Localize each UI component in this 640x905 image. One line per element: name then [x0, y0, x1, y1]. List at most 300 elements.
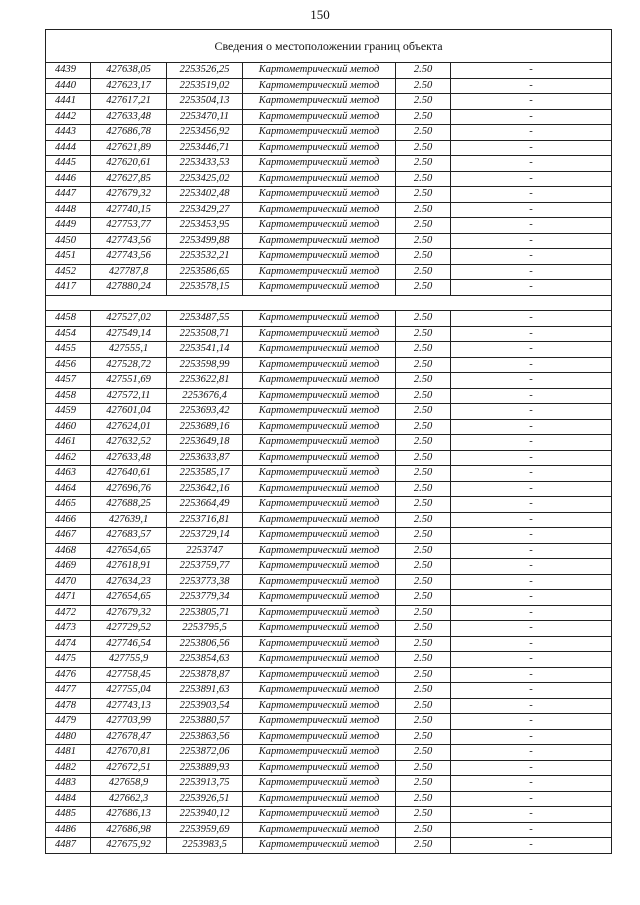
point-number: 4470 — [46, 574, 91, 590]
point-number: 4440 — [46, 78, 91, 94]
method-cell: Картометрический метод — [243, 698, 396, 714]
precision-cell: 2.50 — [396, 373, 451, 389]
precision-cell: 2.50 — [396, 419, 451, 435]
coordinate-y: 2253806,56 — [167, 636, 243, 652]
note-cell: - — [451, 125, 612, 141]
table-row — [46, 435, 612, 451]
note-cell: - — [451, 698, 612, 714]
coordinate-y: 2253676,4 — [167, 388, 243, 404]
precision-cell: 2.50 — [396, 729, 451, 745]
coordinate-y: 2253747 — [167, 543, 243, 559]
point-number: 4464 — [46, 481, 91, 497]
precision-cell: 2.50 — [396, 342, 451, 358]
precision-cell: 2.50 — [396, 435, 451, 451]
note-cell: - — [451, 621, 612, 637]
method-cell: Картометрический метод — [243, 776, 396, 792]
table-row — [46, 357, 612, 373]
coordinate-y: 2253805,71 — [167, 605, 243, 621]
precision-cell: 2.50 — [396, 760, 451, 776]
table-row — [46, 652, 612, 668]
table-row — [46, 497, 612, 513]
precision-cell: 2.50 — [396, 264, 451, 280]
precision-cell: 2.50 — [396, 621, 451, 637]
precision-cell: 2.50 — [396, 187, 451, 203]
note-cell: - — [451, 357, 612, 373]
coordinate-y: 2253913,75 — [167, 776, 243, 792]
point-number: 4475 — [46, 652, 91, 668]
coordinate-x: 427743,13 — [91, 698, 167, 714]
point-number: 4457 — [46, 373, 91, 389]
boundary-coordinates-table — [45, 29, 612, 854]
method-cell: Картометрический метод — [243, 838, 396, 854]
coordinate-x: 427753,77 — [91, 218, 167, 234]
point-number: 4469 — [46, 559, 91, 575]
note-cell: - — [451, 249, 612, 265]
point-number: 4458 — [46, 311, 91, 327]
point-number: 4450 — [46, 233, 91, 249]
coordinate-x: 427633,48 — [91, 450, 167, 466]
coordinate-y: 2253729,14 — [167, 528, 243, 544]
note-cell: - — [451, 481, 612, 497]
note-cell: - — [451, 171, 612, 187]
coordinate-y: 2253649,18 — [167, 435, 243, 451]
separator-cell — [46, 295, 612, 311]
method-cell: Картометрический метод — [243, 791, 396, 807]
method-cell: Картометрический метод — [243, 388, 396, 404]
point-number: 4443 — [46, 125, 91, 141]
coordinate-y: 2253689,16 — [167, 419, 243, 435]
coordinate-x: 427679,32 — [91, 605, 167, 621]
point-number: 4467 — [46, 528, 91, 544]
note-cell: - — [451, 326, 612, 342]
coordinate-x: 427686,78 — [91, 125, 167, 141]
method-cell: Картометрический метод — [243, 590, 396, 606]
precision-cell: 2.50 — [396, 78, 451, 94]
method-cell: Картометрический метод — [243, 342, 396, 358]
note-cell: - — [451, 342, 612, 358]
coordinate-y: 2253773,38 — [167, 574, 243, 590]
point-number: 4487 — [46, 838, 91, 854]
coordinate-x: 427634,23 — [91, 574, 167, 590]
method-cell: Картометрический метод — [243, 419, 396, 435]
precision-cell: 2.50 — [396, 714, 451, 730]
precision-cell: 2.50 — [396, 109, 451, 125]
table-row — [46, 791, 612, 807]
table-row — [46, 419, 612, 435]
coordinate-y: 2253585,17 — [167, 466, 243, 482]
coordinate-y: 2253878,87 — [167, 667, 243, 683]
coordinate-y: 2253487,55 — [167, 311, 243, 327]
point-number: 4466 — [46, 512, 91, 528]
precision-cell: 2.50 — [396, 683, 451, 699]
method-cell: Картометрический метод — [243, 218, 396, 234]
precision-cell: 2.50 — [396, 605, 451, 621]
table-row — [46, 512, 612, 528]
precision-cell: 2.50 — [396, 357, 451, 373]
note-cell: - — [451, 264, 612, 280]
coordinate-y: 2253519,02 — [167, 78, 243, 94]
coordinate-y: 2253926,51 — [167, 791, 243, 807]
table-row — [46, 745, 612, 761]
note-cell: - — [451, 218, 612, 234]
coordinate-x: 427527,02 — [91, 311, 167, 327]
coordinate-y: 2253532,21 — [167, 249, 243, 265]
coordinate-x: 427672,51 — [91, 760, 167, 776]
method-cell: Картометрический метод — [243, 249, 396, 265]
coordinate-y: 2253504,13 — [167, 94, 243, 110]
coordinate-y: 2253508,71 — [167, 326, 243, 342]
coordinate-y: 2253891,63 — [167, 683, 243, 699]
note-cell: - — [451, 807, 612, 823]
note-cell: - — [451, 450, 612, 466]
precision-cell: 2.50 — [396, 528, 451, 544]
note-cell: - — [451, 466, 612, 482]
precision-cell: 2.50 — [396, 280, 451, 296]
point-number: 4460 — [46, 419, 91, 435]
point-number: 4459 — [46, 404, 91, 420]
coordinate-x: 427696,76 — [91, 481, 167, 497]
table-row — [46, 822, 612, 838]
note-cell: - — [451, 667, 612, 683]
note-cell: - — [451, 187, 612, 203]
table-row — [46, 125, 612, 141]
coordinate-x: 427572,11 — [91, 388, 167, 404]
point-number: 4445 — [46, 156, 91, 172]
table-row — [46, 63, 612, 79]
precision-cell: 2.50 — [396, 590, 451, 606]
note-cell: - — [451, 78, 612, 94]
coordinate-y: 2253779,34 — [167, 590, 243, 606]
method-cell: Картометрический метод — [243, 140, 396, 156]
point-number: 4468 — [46, 543, 91, 559]
table-row — [46, 636, 612, 652]
precision-cell: 2.50 — [396, 698, 451, 714]
table-row — [46, 590, 612, 606]
coordinate-x: 427617,21 — [91, 94, 167, 110]
precision-cell: 2.50 — [396, 667, 451, 683]
note-cell: - — [451, 311, 612, 327]
precision-cell: 2.50 — [396, 311, 451, 327]
point-number: 4448 — [46, 202, 91, 218]
precision-cell: 2.50 — [396, 574, 451, 590]
point-number: 4472 — [46, 605, 91, 621]
table-row — [46, 326, 612, 342]
note-cell: - — [451, 745, 612, 761]
note-cell: - — [451, 63, 612, 79]
group-separator-row — [46, 295, 612, 311]
table-row — [46, 171, 612, 187]
note-cell: - — [451, 419, 612, 435]
method-cell: Картометрический метод — [243, 683, 396, 699]
method-cell: Картометрический метод — [243, 745, 396, 761]
table-row — [46, 156, 612, 172]
note-cell: - — [451, 714, 612, 730]
table-header-row — [46, 30, 612, 63]
note-cell: - — [451, 94, 612, 110]
coordinate-x: 427639,1 — [91, 512, 167, 528]
point-number: 4476 — [46, 667, 91, 683]
coordinate-y: 2253903,54 — [167, 698, 243, 714]
coordinate-y: 2253854,63 — [167, 652, 243, 668]
method-cell: Картометрический метод — [243, 404, 396, 420]
note-cell: - — [451, 838, 612, 854]
table-row — [46, 776, 612, 792]
method-cell: Картометрический метод — [243, 636, 396, 652]
coordinate-x: 427633,48 — [91, 109, 167, 125]
precision-cell: 2.50 — [396, 388, 451, 404]
table-row — [46, 264, 612, 280]
precision-cell: 2.50 — [396, 481, 451, 497]
table-row — [46, 838, 612, 854]
table-row — [46, 528, 612, 544]
coordinate-x: 427746,54 — [91, 636, 167, 652]
table-row — [46, 78, 612, 94]
point-number: 4480 — [46, 729, 91, 745]
note-cell: - — [451, 683, 612, 699]
point-number: 4456 — [46, 357, 91, 373]
note-cell: - — [451, 435, 612, 451]
coordinate-x: 427675,92 — [91, 838, 167, 854]
precision-cell: 2.50 — [396, 140, 451, 156]
coordinate-x: 427662,3 — [91, 791, 167, 807]
coordinate-y: 2253940,12 — [167, 807, 243, 823]
table-row — [46, 218, 612, 234]
coordinate-y: 2253402,48 — [167, 187, 243, 203]
coordinate-y: 2253880,57 — [167, 714, 243, 730]
point-number: 4452 — [46, 264, 91, 280]
note-cell: - — [451, 156, 612, 172]
coordinate-y: 2253598,99 — [167, 357, 243, 373]
coordinate-y: 2253526,25 — [167, 63, 243, 79]
note-cell: - — [451, 760, 612, 776]
note-cell: - — [451, 559, 612, 575]
precision-cell: 2.50 — [396, 233, 451, 249]
coordinate-x: 427632,52 — [91, 435, 167, 451]
coordinate-x: 427743,56 — [91, 249, 167, 265]
method-cell: Картометрический метод — [243, 187, 396, 203]
table-row — [46, 388, 612, 404]
precision-cell: 2.50 — [396, 652, 451, 668]
table-row — [46, 249, 612, 265]
precision-cell: 2.50 — [396, 466, 451, 482]
method-cell: Картометрический метод — [243, 760, 396, 776]
method-cell: Картометрический метод — [243, 435, 396, 451]
point-number: 4447 — [46, 187, 91, 203]
coordinate-x: 427787,8 — [91, 264, 167, 280]
table-row — [46, 481, 612, 497]
coordinate-y: 2253425,02 — [167, 171, 243, 187]
coordinate-x: 427686,13 — [91, 807, 167, 823]
point-number: 4485 — [46, 807, 91, 823]
method-cell: Картометрический метод — [243, 714, 396, 730]
table-row — [46, 342, 612, 358]
method-cell: Картометрический метод — [243, 156, 396, 172]
coordinate-y: 2253872,06 — [167, 745, 243, 761]
coordinate-x: 427755,04 — [91, 683, 167, 699]
point-number: 4465 — [46, 497, 91, 513]
table-row — [46, 543, 612, 559]
precision-cell: 2.50 — [396, 776, 451, 792]
precision-cell: 2.50 — [396, 218, 451, 234]
method-cell: Картометрический метод — [243, 574, 396, 590]
table-row — [46, 280, 612, 296]
coordinate-x: 427620,61 — [91, 156, 167, 172]
coordinate-x: 427679,32 — [91, 187, 167, 203]
coordinate-y: 2253693,42 — [167, 404, 243, 420]
table-row — [46, 698, 612, 714]
note-cell: - — [451, 543, 612, 559]
coordinate-x: 427638,05 — [91, 63, 167, 79]
method-cell: Картометрический метод — [243, 171, 396, 187]
coordinate-y: 2253433,53 — [167, 156, 243, 172]
precision-cell: 2.50 — [396, 156, 451, 172]
coordinate-y: 2253716,81 — [167, 512, 243, 528]
point-number: 4463 — [46, 466, 91, 482]
method-cell: Картометрический метод — [243, 497, 396, 513]
table-row — [46, 621, 612, 637]
method-cell: Картометрический метод — [243, 373, 396, 389]
note-cell: - — [451, 512, 612, 528]
coordinate-y: 2253429,27 — [167, 202, 243, 218]
table-row — [46, 404, 612, 420]
method-cell: Картометрический метод — [243, 357, 396, 373]
coordinate-x: 427654,65 — [91, 543, 167, 559]
coordinate-y: 2253959,69 — [167, 822, 243, 838]
coordinate-x: 427758,45 — [91, 667, 167, 683]
precision-cell: 2.50 — [396, 249, 451, 265]
coordinate-x: 427688,25 — [91, 497, 167, 513]
table-row — [46, 760, 612, 776]
method-cell: Картометрический метод — [243, 233, 396, 249]
note-cell: - — [451, 605, 612, 621]
coordinate-y: 2253541,14 — [167, 342, 243, 358]
note-cell: - — [451, 388, 612, 404]
precision-cell: 2.50 — [396, 512, 451, 528]
precision-cell: 2.50 — [396, 202, 451, 218]
coordinate-x: 427528,72 — [91, 357, 167, 373]
coordinate-y: 2253578,15 — [167, 280, 243, 296]
note-cell: - — [451, 822, 612, 838]
note-cell: - — [451, 373, 612, 389]
point-number: 4439 — [46, 63, 91, 79]
point-number: 4471 — [46, 590, 91, 606]
coordinate-x: 427703,99 — [91, 714, 167, 730]
method-cell: Картометрический метод — [243, 125, 396, 141]
coordinate-x: 427623,17 — [91, 78, 167, 94]
coordinate-y: 2253470,11 — [167, 109, 243, 125]
precision-cell: 2.50 — [396, 822, 451, 838]
coordinate-y: 2253453,95 — [167, 218, 243, 234]
coordinate-x: 427555,1 — [91, 342, 167, 358]
coordinate-x: 427880,24 — [91, 280, 167, 296]
coordinate-y: 2253795,5 — [167, 621, 243, 637]
method-cell: Картометрический метод — [243, 78, 396, 94]
coordinate-x: 427658,9 — [91, 776, 167, 792]
table-row — [46, 714, 612, 730]
table-row — [46, 683, 612, 699]
table-row — [46, 807, 612, 823]
coordinate-x: 427654,65 — [91, 590, 167, 606]
coordinate-x: 427755,9 — [91, 652, 167, 668]
method-cell: Картометрический метод — [243, 621, 396, 637]
coordinate-y: 2253642,16 — [167, 481, 243, 497]
method-cell: Картометрический метод — [243, 202, 396, 218]
coordinate-x: 427549,14 — [91, 326, 167, 342]
coordinate-x: 427627,85 — [91, 171, 167, 187]
point-number: 4486 — [46, 822, 91, 838]
coordinate-x: 427621,89 — [91, 140, 167, 156]
precision-cell: 2.50 — [396, 636, 451, 652]
point-number: 4477 — [46, 683, 91, 699]
note-cell: - — [451, 233, 612, 249]
table-row — [46, 466, 612, 482]
precision-cell: 2.50 — [396, 171, 451, 187]
method-cell: Картометрический метод — [243, 543, 396, 559]
precision-cell: 2.50 — [396, 745, 451, 761]
method-cell: Картометрический метод — [243, 450, 396, 466]
coordinate-x: 427686,98 — [91, 822, 167, 838]
note-cell: - — [451, 636, 612, 652]
method-cell: Картометрический метод — [243, 512, 396, 528]
coordinate-x: 427670,81 — [91, 745, 167, 761]
coordinate-x: 427618,91 — [91, 559, 167, 575]
note-cell: - — [451, 652, 612, 668]
point-number: 4451 — [46, 249, 91, 265]
note-cell: - — [451, 404, 612, 420]
note-cell: - — [451, 729, 612, 745]
coordinate-x: 427601,04 — [91, 404, 167, 420]
method-cell: Картометрический метод — [243, 63, 396, 79]
point-number: 4462 — [46, 450, 91, 466]
table-row — [46, 202, 612, 218]
table-row — [46, 140, 612, 156]
coordinate-x: 427683,57 — [91, 528, 167, 544]
table-title: Сведения о местоположении границ объекта — [46, 30, 612, 63]
coordinate-x: 427640,61 — [91, 466, 167, 482]
point-number: 4455 — [46, 342, 91, 358]
point-number: 4484 — [46, 791, 91, 807]
note-cell: - — [451, 140, 612, 156]
coordinate-y: 2253983,5 — [167, 838, 243, 854]
table-row — [46, 559, 612, 575]
precision-cell: 2.50 — [396, 559, 451, 575]
table-row — [46, 187, 612, 203]
method-cell: Картометрический метод — [243, 466, 396, 482]
note-cell: - — [451, 776, 612, 792]
coordinate-y: 2253664,49 — [167, 497, 243, 513]
point-number: 4481 — [46, 745, 91, 761]
point-number: 4461 — [46, 435, 91, 451]
table-row — [46, 667, 612, 683]
method-cell: Картометрический метод — [243, 822, 396, 838]
method-cell: Картометрический метод — [243, 326, 396, 342]
coordinate-x: 427678,47 — [91, 729, 167, 745]
table-row — [46, 233, 612, 249]
table-row — [46, 109, 612, 125]
coordinate-y: 2253622,81 — [167, 373, 243, 389]
page-number: 150 — [310, 7, 330, 22]
point-number: 4441 — [46, 94, 91, 110]
precision-cell: 2.50 — [396, 63, 451, 79]
method-cell: Картометрический метод — [243, 94, 396, 110]
method-cell: Картометрический метод — [243, 667, 396, 683]
method-cell: Картометрический метод — [243, 280, 396, 296]
coordinate-y: 2253863,56 — [167, 729, 243, 745]
note-cell: - — [451, 791, 612, 807]
point-number: 4442 — [46, 109, 91, 125]
note-cell: - — [451, 109, 612, 125]
point-number: 4483 — [46, 776, 91, 792]
